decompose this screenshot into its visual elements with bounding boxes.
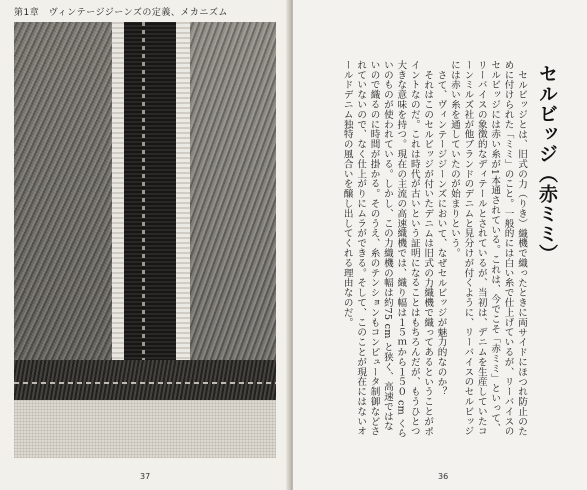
- hem-dark-band: [14, 360, 276, 400]
- page-number-right: 36: [438, 472, 449, 481]
- body-text: [302, 60, 528, 440]
- selvedge-stitch-line: [142, 22, 145, 362]
- hem-inner-fabric: [14, 400, 276, 458]
- section-heading: セルビッジ（赤ミミ）: [536, 64, 558, 264]
- selvedge-photo: [14, 22, 276, 458]
- selvedge-dark-band: [124, 22, 176, 367]
- denim-panel-left: [14, 22, 114, 367]
- denim-panel-right: [190, 22, 276, 367]
- paragraph: それはこのセルビッジが付いたデニムは旧式の力織機で織ってあるということがポイントなのだ。これは時代が古いという証明になることはもちろんだが、もうひとつ大きな意味を持つ。現在の主流の高速織機では、織り幅は１５ｍから１５０ cm くらいのものが使われている。しかし、この力織機の幅は約75 cm と狭く、高速ではないので織るのに時間が掛かる。そのうえ、糸のテンションもコンピュータ制御などされていないので、なく仕上がりにムラができる。そして、このことが現在にはないオールドデニム独特の風合いを醸し出してくれる理由なのだ。: [341, 60, 434, 439]
- running-head: 第1章 ヴィンテージジーンズの定義、メカニズム: [14, 8, 228, 18]
- selvedge-white-band-right: [176, 22, 190, 367]
- left-page: [0, 0, 291, 490]
- selvedge-white-band-left: [112, 22, 124, 367]
- paragraph: セルビッジとは、旧式の力（りき）織機で織ったときに両サイドにほつれ防止のために付けられた「ミミ」のこと。一般的には白い糸で仕上げているが、リーバイスのセルビッジには赤い糸が1本通されている。これは、今でこそ「赤ミミ」といって、リーバイスの象徴的なディテールとされているが、当初は、デニムを生産していたコーンミルズ社が他ブランドのデニムと見分けが付くように、リーバイスのセルビッジには赤い糸を通していたのが始まりという。: [448, 60, 527, 437]
- hem-stitch-line: [14, 382, 276, 384]
- page-number-left: 37: [140, 472, 151, 481]
- paragraph: さて、ヴィンテージジーンズにおいて、なぜセルビッジが魅力的なのか？: [435, 69, 447, 397]
